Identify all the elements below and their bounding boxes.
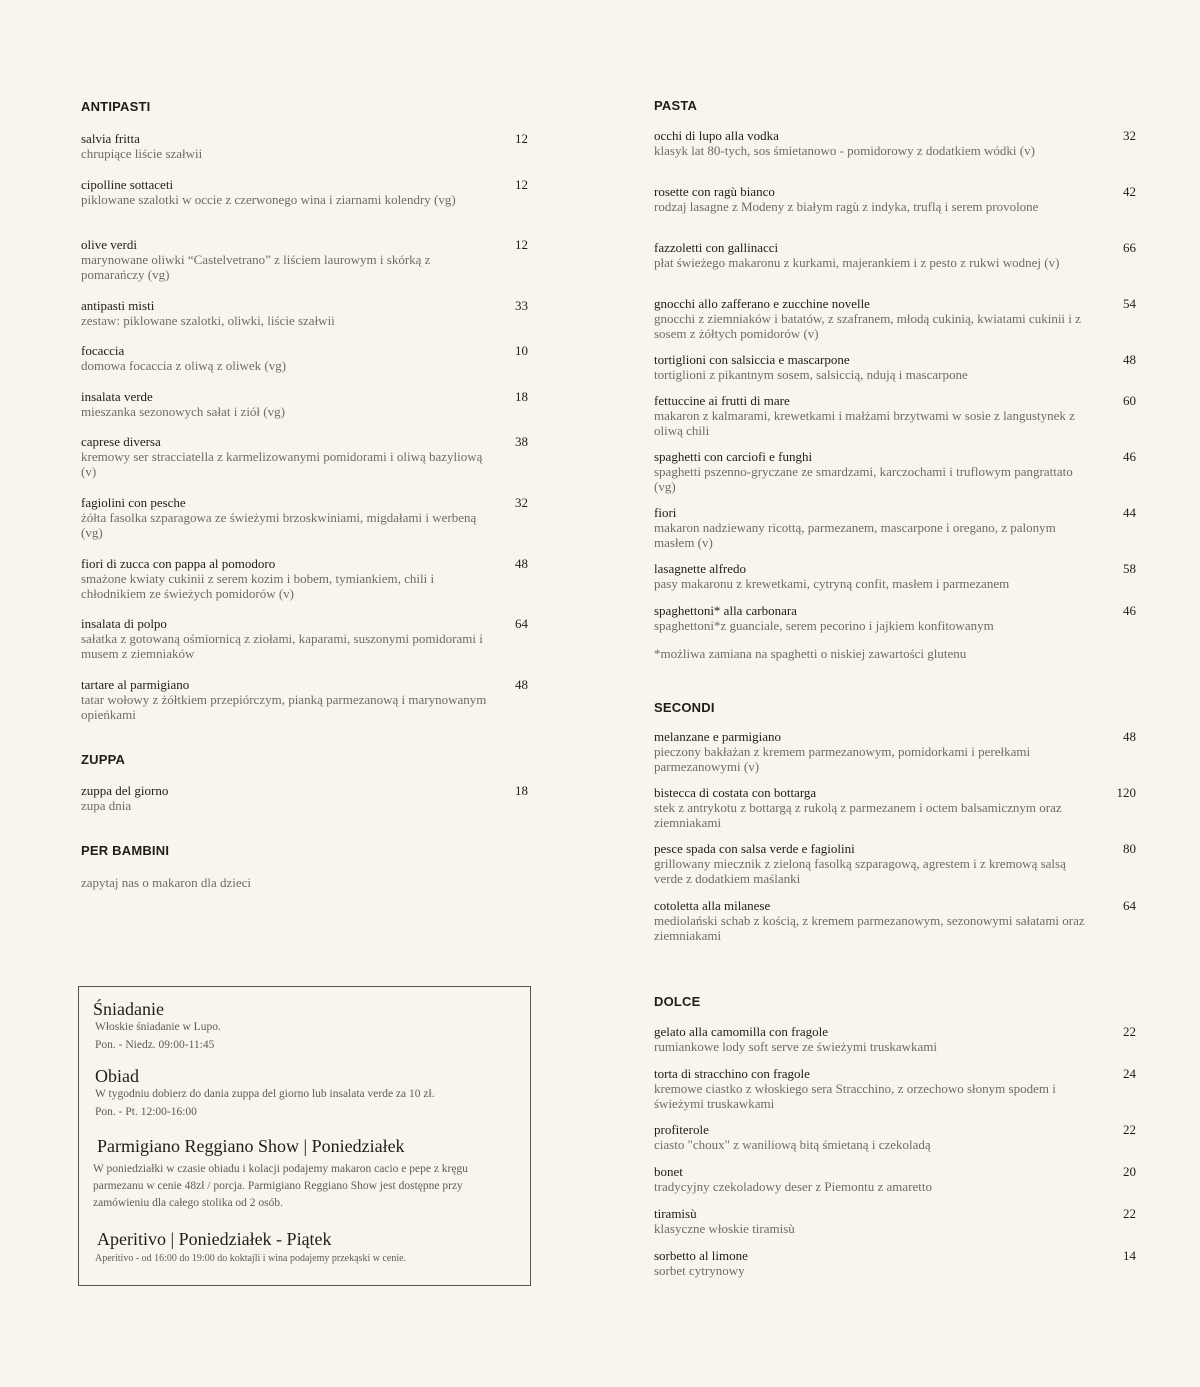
item-desc: tortiglioni z pikantnym sosem, salsiccią, ndują i mascarpone	[654, 367, 968, 382]
item-name: gnocchi allo zafferano e zucchine novelle	[654, 296, 870, 311]
item-name: pesce spada con salsa verde e fagiolini	[654, 841, 855, 856]
menu-item	[654, 505, 1136, 550]
item-desc: makaron nadziewany ricottą, parmezanem, mascarpone i oregano, z palonym masłem (v)	[654, 520, 1056, 550]
item-name: tiramisù	[654, 1206, 697, 1221]
item-desc: chrupiące liście szałwii	[81, 146, 203, 161]
item-name: zuppa del giorno	[81, 783, 169, 798]
item-desc: makaron z kalmarami, krewetkami i małżami brzytwami w sosie z langustynek z oliwą chili	[654, 408, 1075, 438]
item-price: 80	[1123, 841, 1136, 856]
item-name: occhi di lupo alla vodka	[654, 128, 779, 143]
item-price: 22	[1123, 1122, 1136, 1137]
item-price: 120	[1116, 785, 1136, 800]
item-price: 44	[1123, 505, 1136, 520]
item-name: rosette con ragù bianco	[654, 184, 775, 199]
item-desc: kremowe ciastko z włoskiego sera Stracchino, z orzechowo słonym spodem i świeżymi truskawkami	[654, 1081, 1056, 1111]
menu-item	[654, 1066, 1136, 1111]
lunch-desc: W tygodniu dobierz do dania zuppa del giorno lub insalata verde za 10 zł.	[95, 1088, 435, 1100]
item-desc: sorbet cytrynowy	[654, 1263, 745, 1278]
item-desc: pasy makaronu z krewetkami, cytryną confit, masłem i parmezanem	[654, 576, 1010, 591]
menu-item	[81, 237, 528, 282]
menu-item	[81, 298, 528, 328]
menu-item	[654, 729, 1136, 774]
menu-item	[81, 495, 528, 540]
item-price: 18	[515, 389, 528, 404]
section-title-bambini: PER BAMBINI	[81, 843, 170, 858]
item-desc: mediolański schab z kością, z kremem parmezanowym, sezonowymi sałatami oraz ziemniakami	[654, 913, 1085, 943]
item-name: tartare al parmigiano	[81, 677, 190, 692]
item-desc: ciasto "choux" z waniliową bitą śmietaną i czekoladą	[654, 1137, 931, 1152]
item-desc: tradycyjny czekoladowy deser z Piemontu z amaretto	[654, 1179, 932, 1194]
item-price: 58	[1123, 561, 1136, 576]
item-name: antipasti misti	[81, 298, 155, 313]
item-name: spaghettoni* alla carbonara	[654, 603, 797, 618]
item-desc: klasyk lat 80-tych, sos śmietanowo - pomidorowy z dodatkiem wódki (v)	[654, 143, 1035, 158]
menu-item	[654, 449, 1136, 494]
pasta-footnote: *możliwa zamiana na spaghetti o niskiej zawartości glutenu	[654, 646, 967, 661]
section-title-secondi: SECONDI	[654, 700, 715, 715]
item-name: torta di stracchino con fragole	[654, 1066, 810, 1081]
lunch-hours: Pon. - Pt. 12:00-16:00	[95, 1106, 197, 1118]
item-name: olive verdi	[81, 237, 137, 252]
item-name: tortiglioni con salsiccia e mascarpone	[654, 352, 850, 367]
item-desc: spaghettoni*z guanciale, serem pecorino i jajkiem konfitowanym	[654, 618, 994, 633]
item-name: insalata di polpo	[81, 616, 167, 631]
menu-item	[654, 296, 1136, 341]
item-price: 12	[515, 237, 528, 252]
menu-item	[81, 177, 528, 207]
item-name: fagiolini con pesche	[81, 495, 186, 510]
item-desc: klasyczne włoskie tiramisù	[654, 1221, 795, 1236]
breakfast-title: Śniadanie	[93, 999, 164, 1019]
item-price: 42	[1123, 184, 1136, 199]
item-desc: rodzaj lasagne z Modeny z białym ragù z indyka, truflą i serem provolone	[654, 199, 1039, 214]
item-desc: gnocchi z ziemniaków i batatów, z szafranem, młodą cukinią, kwiatami cukinii i z sosem z żółtych pomidorów (v)	[654, 311, 1081, 341]
menu-item	[81, 677, 528, 722]
menu-item	[81, 343, 528, 373]
menu-item	[81, 556, 528, 601]
menu-item	[81, 389, 528, 419]
item-price: 64	[1123, 898, 1136, 913]
item-price: 46	[1123, 603, 1136, 618]
aperitivo-title: Aperitivo | Poniedziałek - Piątek	[97, 1229, 332, 1249]
menu-item	[81, 783, 528, 813]
item-name: cotoletta alla milanese	[654, 898, 771, 913]
menu-item	[654, 603, 1136, 633]
menu-item	[654, 393, 1136, 438]
parm-show-title: Parmigiano Reggiano Show | Poniedziałek	[97, 1136, 405, 1156]
menu-item	[654, 561, 1136, 591]
item-desc: rumiankowe lody soft serve ze świeżymi truskawkami	[654, 1039, 938, 1054]
breakfast-desc: Włoskie śniadanie w Lupo.	[95, 1021, 221, 1033]
item-price: 48	[1123, 729, 1136, 744]
item-price: 54	[1123, 296, 1136, 311]
item-name: lasagnette alfredo	[654, 561, 747, 576]
item-price: 48	[1123, 352, 1136, 367]
menu-item	[654, 898, 1136, 943]
menu-item	[654, 240, 1136, 270]
menu-item	[81, 131, 528, 161]
menu-item	[654, 184, 1136, 214]
menu-item	[654, 1164, 1136, 1194]
item-desc: grillowany miecznik z zieloną fasolką szparagową, agrestem i z kremową salsą verde z dodatkiem maślanki	[654, 856, 1066, 886]
item-name: fettuccine ai frutti di mare	[654, 393, 790, 408]
section-title-dolce: DOLCE	[654, 994, 701, 1009]
menu-item	[654, 128, 1136, 158]
section-title-antipasti: ANTIPASTI	[81, 99, 151, 114]
item-price: 12	[515, 177, 528, 192]
menu-item	[81, 616, 528, 661]
item-desc: kremowy ser stracciatella z karmelizowanymi pomidorami i oliwą bazyliową (v)	[81, 449, 483, 479]
item-price: 64	[515, 616, 528, 631]
item-name: spaghetti con carciofi e funghi	[654, 449, 813, 464]
item-price: 38	[515, 434, 528, 449]
item-price: 12	[515, 131, 528, 146]
item-name: focaccia	[81, 343, 125, 358]
item-desc: pieczony bakłażan z kremem parmezanowym, pomidorkami i perełkami parmezanowymi (v)	[654, 744, 1031, 774]
item-desc: żółta fasolka szparagowa ze świeżymi brzoskwiniami, migdałami i werbeną (vg)	[81, 510, 477, 540]
item-desc: domowa focaccia z oliwą z oliwek (vg)	[81, 358, 287, 373]
item-price: 10	[515, 343, 528, 358]
item-desc: smażone kwiaty cukinii z serem kozim i bobem, tymiankiem, chili i chłodnikiem ze świeżych pomidorów (v)	[81, 571, 435, 601]
menu-item	[654, 1206, 1136, 1236]
item-name: insalata verde	[81, 389, 153, 404]
section-title-pasta: PASTA	[654, 98, 698, 113]
menu-item	[654, 352, 1136, 382]
section-title-zuppa: ZUPPA	[81, 752, 126, 767]
breakfast-hours: Pon. - Niedz. 09:00-11:45	[95, 1039, 215, 1051]
item-desc: sałatka z gotowaną ośmiornicą z ziołami, kaparami, suszonymi pomidorami i musem z ziemniaków	[81, 631, 483, 661]
item-name: fiori di zucca con pappa al pomodoro	[81, 556, 276, 571]
item-name: sorbetto al limone	[654, 1248, 748, 1263]
item-name: cipolline sottaceti	[81, 177, 174, 192]
item-price: 24	[1123, 1066, 1136, 1081]
parm-show-desc: W poniedziałki w czasie obiadu i kolacji podajemy makaron cacio e pepe z kręgu parmezanu w cenie 48zł / porcja. Parmigiano Reggiano Show jest dostępne przy zamówieniu dla całego stolika od 2 osób.	[93, 1163, 468, 1209]
item-price: 48	[515, 677, 528, 692]
aperitivo-desc: Aperitivo - od 16:00 do 19:00 do koktajli i wina podajemy przekąski w cenie.	[95, 1253, 407, 1264]
item-price: 66	[1123, 240, 1136, 255]
menu-item	[654, 1122, 1136, 1152]
item-name: gelato alla camomilla con fragole	[654, 1024, 828, 1039]
item-desc: mieszanka sezonowych sałat i ziół (vg)	[81, 404, 285, 419]
item-name: profiterole	[654, 1122, 709, 1137]
item-price: 32	[515, 495, 528, 510]
menu-item	[654, 1248, 1136, 1278]
item-desc: piklowane szalotki w occie z czerwonego wina i ziarnami kolendry (vg)	[81, 192, 456, 207]
item-price: 48	[515, 556, 528, 571]
lunch-title: Obiad	[95, 1066, 139, 1086]
item-name: fazzoletti con gallinacci	[654, 240, 779, 255]
item-desc: zupa dnia	[81, 798, 132, 813]
item-desc: zestaw: piklowane szalotki, oliwki, liście szałwii	[81, 313, 335, 328]
item-price: 33	[515, 298, 528, 313]
menu-item	[654, 841, 1136, 886]
item-price: 18	[515, 783, 528, 798]
info-box	[78, 986, 531, 1286]
bambini-note: zapytaj nas o makaron dla dzieci	[81, 875, 252, 890]
item-price: 22	[1123, 1024, 1136, 1039]
item-name: salvia fritta	[81, 131, 140, 146]
item-desc: marynowane oliwki “Castelvetrano” z liściem laurowym i skórką z pomarańczy (vg)	[81, 252, 431, 282]
item-name: bonet	[654, 1164, 683, 1179]
item-name: melanzane e parmigiano	[654, 729, 782, 744]
item-price: 20	[1123, 1164, 1136, 1179]
item-name: caprese diversa	[81, 434, 161, 449]
item-price: 60	[1123, 393, 1136, 408]
menu-item	[654, 785, 1136, 830]
menu-item	[654, 1024, 1136, 1054]
item-desc: płat świeżego makaronu z kurkami, majerankiem i z pesto z rukwi wodnej (v)	[654, 255, 1060, 270]
item-price: 22	[1123, 1206, 1136, 1221]
item-name: fiori	[654, 505, 677, 520]
menu-item	[81, 434, 528, 479]
item-price: 32	[1123, 128, 1136, 143]
item-desc: spaghetti pszenno-gryczane ze smardzami, karczochami i truflowym pangrattato (vg)	[654, 464, 1073, 494]
item-desc: tatar wołowy z żółtkiem przepiórczym, pianką parmezanową i marynowanym opieńkami	[81, 692, 487, 722]
item-price: 14	[1123, 1248, 1136, 1263]
item-desc: stek z antrykotu z bottargą z rukolą z parmezanem i octem balsamicznym oraz ziemniakami	[654, 800, 1062, 830]
item-price: 46	[1123, 449, 1136, 464]
item-name: bistecca di costata con bottarga	[654, 785, 817, 800]
